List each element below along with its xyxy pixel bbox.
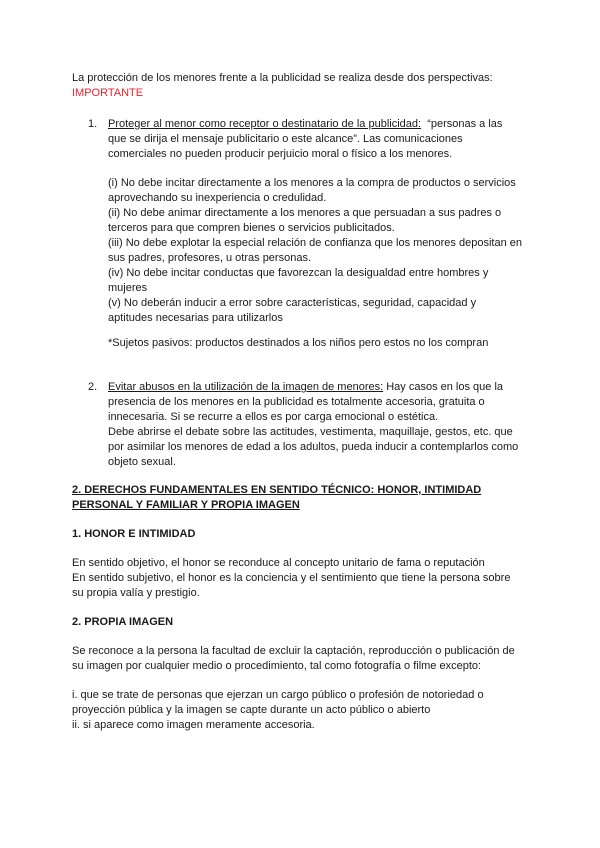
- point-line: mujeres: [108, 282, 148, 294]
- exception-line: ii. si aparece como imagen meramente accesoria.: [72, 719, 315, 731]
- item2-text-line: presencia de los menores en la publicidad es totalmente accesoria, gratuita o: [108, 396, 485, 408]
- item2-text-line: Hay casos en los que la: [386, 381, 504, 393]
- exception-line: i. que se trate de personas que ejerzan un cargo público o profesión de notoriedad o: [72, 689, 484, 701]
- item2-number: 2.: [88, 381, 98, 393]
- exception-line: proyección pública y la imagen se capte durante un acto público o abierto: [72, 704, 431, 716]
- item2-paragraph: [108, 380, 519, 470]
- point-line: (i) No debe incitar directamente a los menores a la compra de productos o servicios: [108, 177, 516, 189]
- item1-title: Proteger al menor como receptor o destinatario de la publicidad:: [108, 118, 422, 130]
- section2-title-line: 2. DERECHOS FUNDAMENTALES EN SENTIDO TÉCNICO: HONOR, INTIMIDAD: [72, 484, 482, 496]
- important-note: IMPORTANTE: [72, 87, 144, 99]
- item1-points: [108, 176, 522, 326]
- point-line: (iii) No debe explotar la especial relación de confianza que los menores depositan en: [108, 237, 522, 249]
- point-line: (v) No deberán inducir a error sobre características, seguridad, capacidad y: [108, 297, 477, 309]
- honor-heading: 1. HONOR E INTIMIDAD: [72, 528, 196, 540]
- item2-text-line: Debe abrirse el debate sobre las actitudes, vestimenta, maquillaje, gestos, etc. que: [108, 426, 513, 438]
- section2-title: [72, 483, 532, 513]
- honor-line: En sentido subjetivo, el honor es la conciencia y el sentimiento que tiene la persona sobre: [72, 572, 511, 584]
- intro-paragraph: [72, 71, 532, 101]
- item2-text-line: objeto sexual.: [108, 456, 176, 468]
- honor-line: su propia valía y prestigio.: [72, 587, 200, 599]
- section2-title-line: PERSONAL Y FAMILIAR Y PROPIA IMAGEN: [72, 499, 300, 511]
- point-line: aprovechando su inexperiencia o credulidad.: [108, 192, 327, 204]
- intro-text: La protección de los menores frente a la publicidad se realiza desde dos perspectivas:: [72, 72, 493, 84]
- honor-line: En sentido objetivo, el honor se reconduce al concepto unitario de fama o reputación: [72, 557, 485, 569]
- item2-text-line: por asimilar los menores de edad a los adultos, pueda inducir a contemplarlos como: [108, 441, 519, 453]
- item2-title: Evitar abusos en la utilización de la imagen de menores:: [108, 381, 384, 393]
- point-line: aptitudes necesarias para utilizarlos: [108, 312, 283, 324]
- point-line: (ii) No debe animar directamente a los menores a que persuadan a sus padres o: [108, 207, 502, 219]
- item1-text-line: que se dirija el mensaje publicitario o este alcance”. Las comunicaciones: [108, 133, 463, 145]
- imagen-heading: 2. PROPIA IMAGEN: [72, 616, 174, 628]
- imagen-paragraph: [72, 644, 532, 674]
- item1-paragraph: [108, 117, 513, 162]
- item1-note: *Sujetos pasivos: productos destinados a los niños pero estos no los compran: [108, 337, 489, 349]
- point-line: (iv) No debe incitar conductas que favorezcan la desigualdad entre hombres y: [108, 267, 489, 279]
- point-line: sus padres, profesores, u otras personas.: [108, 252, 311, 264]
- item1-number: 1.: [88, 118, 98, 130]
- imagen-exceptions: [72, 688, 532, 733]
- point-line: terceros para que compren bienes o servicios publicitados.: [108, 222, 395, 234]
- item1-text-line: comerciales no pueden producir perjuicio moral o físico a los menores.: [108, 148, 453, 160]
- honor-paragraph: [72, 556, 532, 601]
- imagen-line: su imagen por cualquier medio o procedimiento, tal como fotografía o filme excepto:: [72, 660, 482, 672]
- item1-text-line: “personas a las: [427, 118, 503, 130]
- item2-text-line: innecesaria. Si se recurre a ellos es por carga emocional o estética.: [108, 411, 439, 423]
- imagen-line: Se reconoce a la persona la facultad de excluir la captación, reproducción o publicación de: [72, 645, 515, 657]
